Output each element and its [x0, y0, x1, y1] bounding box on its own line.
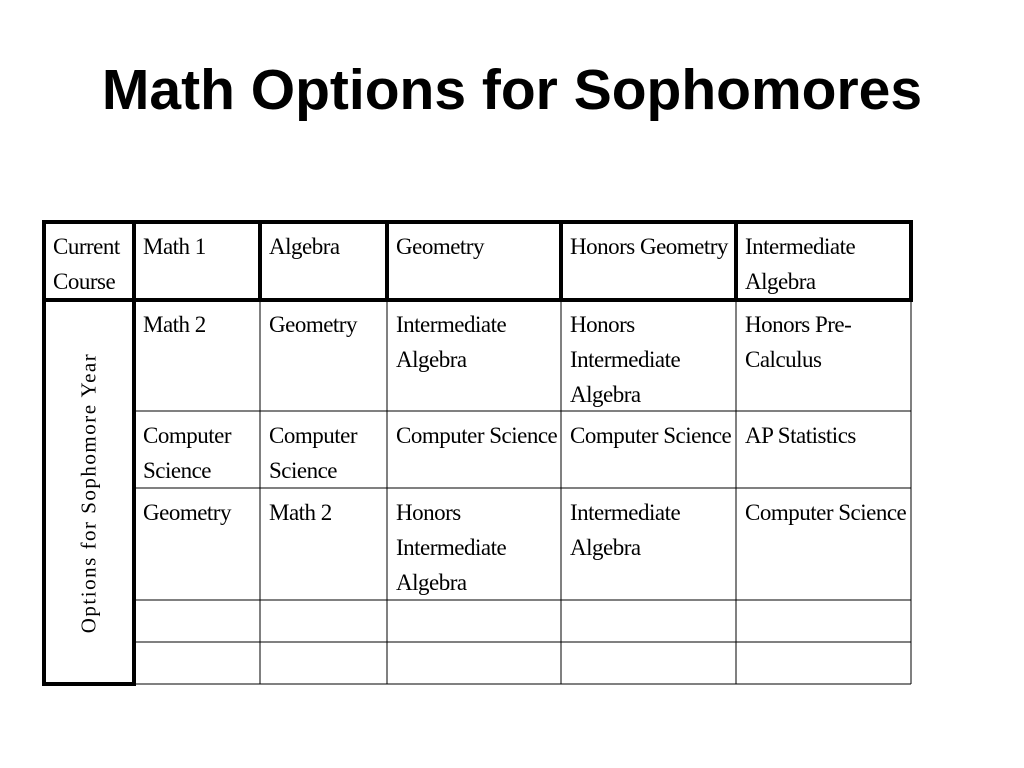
table-cell: Math 2: [269, 500, 332, 525]
table-cell: Geometry: [143, 500, 231, 525]
table-cell: Geometry: [269, 312, 357, 337]
table-cell: [387, 600, 561, 642]
table-cell: Intermediate Algebra: [396, 312, 507, 372]
table-cell: Computer Science: [396, 423, 558, 448]
table-cell: AP Statistics: [745, 423, 856, 448]
table-cell: [260, 600, 387, 642]
header-cell: Honors Geometry: [570, 234, 728, 259]
table-cell: Honors Intermediate Algebra: [570, 312, 681, 407]
table-cell: [736, 642, 911, 684]
math-options-table: [44, 222, 913, 686]
header-cell: Intermediate Algebra: [745, 234, 856, 294]
table-cell: Honors Intermediate Algebra: [396, 500, 507, 595]
header-cell: Algebra: [269, 234, 340, 259]
table-cell: [134, 642, 260, 684]
slide-title: Math Options for Sophomores: [101, 58, 923, 122]
table-cell: Computer Science: [745, 500, 907, 525]
table-cell: [561, 600, 736, 642]
side-label-text: Options for Sophomore Year: [76, 352, 101, 634]
corner-header-cell: Current Course: [53, 234, 120, 294]
table-cell: Math 2: [143, 312, 206, 337]
table-cell: [561, 642, 736, 684]
table-cell: Computer Science: [143, 423, 231, 483]
table-cell: Computer Science: [570, 423, 732, 448]
side-label-cell: [44, 300, 134, 686]
table-cell: Computer Science: [269, 423, 357, 483]
table-cell: [260, 642, 387, 684]
table-cell: Intermediate Algebra: [570, 500, 681, 560]
header-cell: Geometry: [396, 234, 484, 259]
table-cell: [736, 600, 911, 642]
table-cell: Honors Pre-Calculus: [745, 312, 852, 372]
table-cell: [134, 600, 260, 642]
header-cell: Math 1: [143, 234, 206, 259]
table-cell: [387, 642, 561, 684]
